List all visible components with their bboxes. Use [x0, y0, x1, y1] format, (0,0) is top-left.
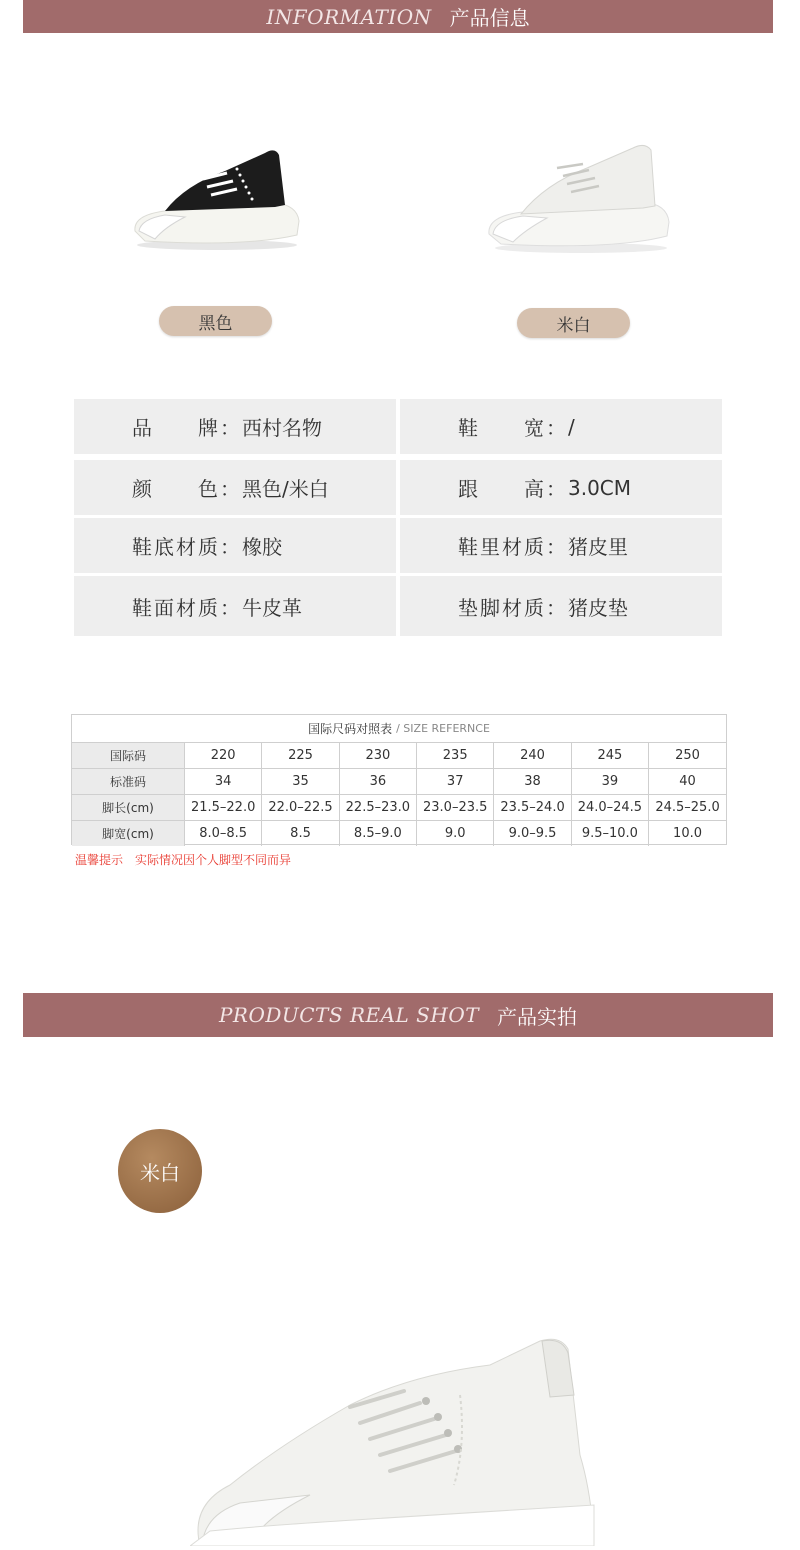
real-shot-banner-zh: 产品实拍: [497, 1004, 578, 1029]
size-row: [72, 769, 726, 795]
size-cell: 37: [417, 769, 494, 795]
variant-pill-black[interactable]: [159, 306, 272, 336]
real-shot-banner: [23, 993, 773, 1037]
size-cell: 245: [571, 743, 648, 769]
spec-cell-lining: [400, 518, 722, 573]
spec-label: 跟 高：: [458, 477, 568, 501]
spec-value: 西村名物: [242, 416, 322, 440]
spec-value: 3.0CM: [568, 475, 632, 500]
size-row-label: 脚宽(cm): [72, 821, 185, 847]
spec-label: 鞋底材质：: [132, 535, 242, 559]
size-row-label: 标准码: [72, 769, 185, 795]
variant-pill-label: 黑色: [198, 313, 233, 334]
size-cell: 230: [339, 743, 416, 769]
color-badge: [118, 1129, 202, 1213]
size-cell: 8.5: [262, 821, 339, 847]
size-cell: 8.5–9.0: [339, 821, 416, 847]
spec-cell-upper: [74, 576, 396, 636]
size-row: [72, 743, 726, 769]
size-row-label: 脚长(cm): [72, 795, 185, 821]
size-cell: 34: [185, 769, 262, 795]
size-row: [72, 795, 726, 821]
size-cell: 40: [649, 769, 726, 795]
size-cell: 35: [262, 769, 339, 795]
size-cell: 8.0–8.5: [185, 821, 262, 847]
info-banner: [23, 0, 773, 33]
size-table-subtitle: / SIZE REFERNCE: [396, 722, 490, 735]
size-tip-title: 温馨提示: [75, 853, 124, 867]
size-cell: 38: [494, 769, 571, 795]
spec-label: 鞋面材质：: [132, 595, 242, 620]
spec-row: [74, 460, 718, 515]
size-cell: 250: [649, 743, 726, 769]
spec-value: 猪皮垫: [568, 595, 628, 620]
spec-label: 品 牌：: [132, 416, 242, 440]
size-table-title-text: 国际尺码对照表: [308, 722, 393, 736]
info-banner-zh: 产品信息: [449, 6, 530, 30]
size-table-title: [72, 715, 726, 743]
info-banner-en: INFORMATION: [266, 4, 432, 29]
color-badge-label: 米白: [140, 1160, 180, 1185]
spec-label: 垫脚材质：: [458, 595, 568, 620]
size-cell: 22.5–23.0: [339, 795, 416, 821]
spec-value: /: [568, 414, 575, 439]
size-tip: [75, 851, 303, 868]
variant-pill-white[interactable]: [517, 308, 630, 338]
spec-value: 橡胶: [242, 535, 282, 559]
spec-cell-width: [400, 399, 722, 454]
size-cell: 9.0–9.5: [494, 821, 571, 847]
spec-label: 鞋里材质：: [458, 535, 568, 559]
size-cell: 9.0: [417, 821, 494, 847]
size-cell: 240: [494, 743, 571, 769]
size-cell: 24.5–25.0: [649, 795, 726, 821]
spec-cell-heel: [400, 460, 722, 515]
spec-table: [74, 399, 718, 636]
variant-pill-label: 米白: [556, 315, 591, 336]
spec-value: 黑色/米白: [242, 477, 329, 501]
size-grid: [72, 743, 726, 846]
spec-label: 颜 色：: [132, 477, 242, 501]
spec-value: 猪皮里: [568, 535, 628, 559]
spec-cell-insole: [400, 576, 722, 636]
white-sneaker-photo: [190, 1335, 610, 1546]
spec-label: 鞋 宽：: [458, 416, 568, 440]
size-cell: 36: [339, 769, 416, 795]
size-cell: 9.5–10.0: [571, 821, 648, 847]
size-cell: 24.0–24.5: [571, 795, 648, 821]
spec-cell-sole: [74, 518, 396, 573]
size-row-label: 国际码: [72, 743, 185, 769]
white-sneaker-image: [483, 128, 673, 258]
size-cell: 220: [185, 743, 262, 769]
black-sneaker-image: [125, 135, 305, 255]
spec-row: [74, 518, 718, 573]
size-cell: 10.0: [649, 821, 726, 847]
size-cell: 21.5–22.0: [185, 795, 262, 821]
size-row: [72, 821, 726, 847]
size-cell: 22.0–22.5: [262, 795, 339, 821]
spec-cell-brand: [74, 399, 396, 454]
size-table: [71, 714, 727, 845]
spec-row: [74, 576, 718, 636]
size-cell: 225: [262, 743, 339, 769]
size-cell: 23.5–24.0: [494, 795, 571, 821]
spec-row: [74, 399, 718, 454]
real-shot-banner-en: PRODUCTS REAL SHOT: [218, 1003, 480, 1027]
spec-value: 牛皮革: [242, 595, 302, 620]
size-cell: 23.0–23.5: [417, 795, 494, 821]
size-cell: 39: [571, 769, 648, 795]
size-cell: 235: [417, 743, 494, 769]
size-tip-text: 实际情况因个人脚型不同而异: [135, 853, 292, 867]
spec-cell-color: [74, 460, 396, 515]
